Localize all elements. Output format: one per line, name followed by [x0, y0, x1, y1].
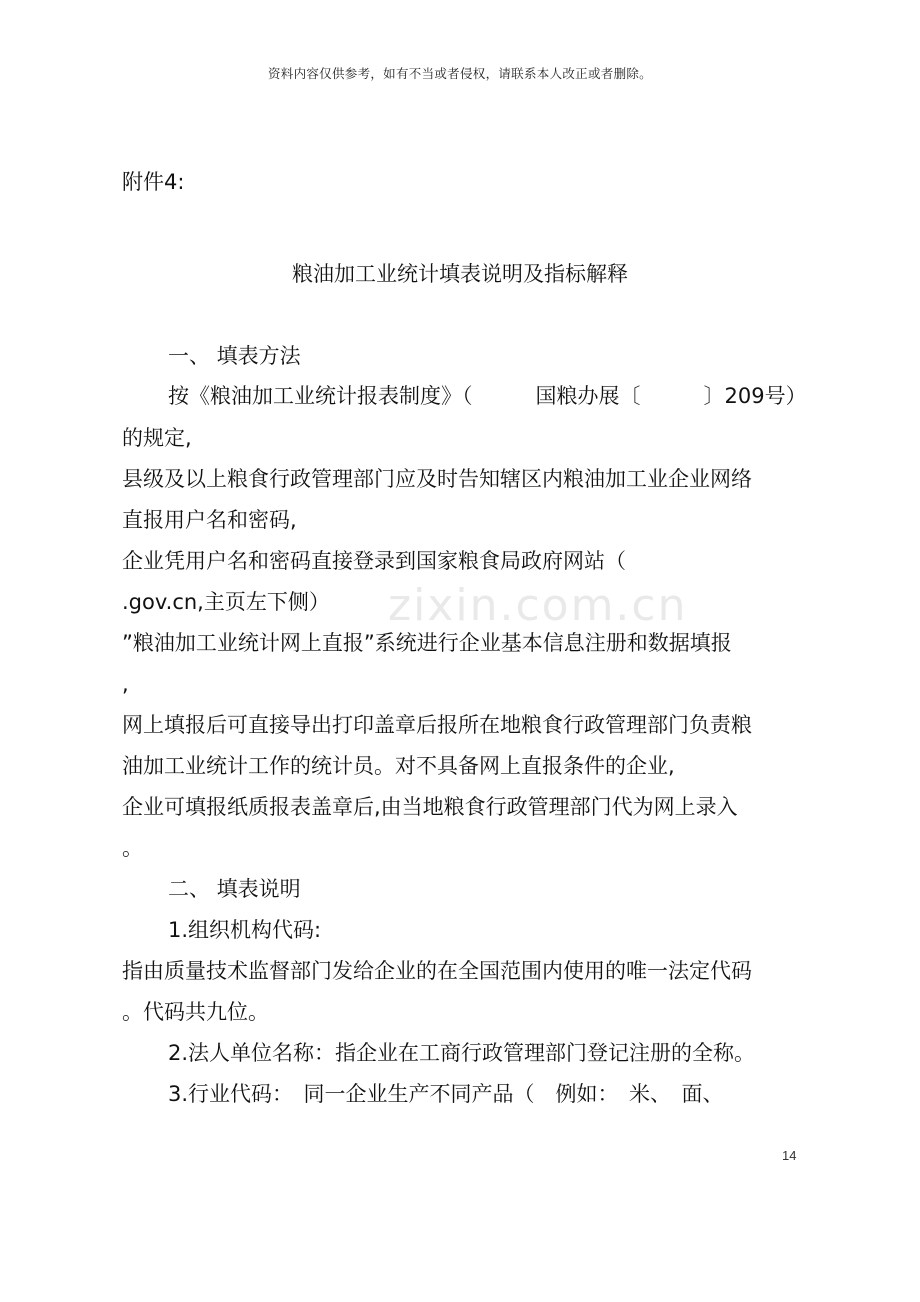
paragraph-line: 的规定,: [122, 426, 192, 450]
paragraph-line: 网上填报后可直接导出打印盖章后报所在地粮食行政管理部门负责粮: [122, 713, 752, 737]
paragraph-line: 县级及以上粮食行政管理部门应及时告知辖区内粮油加工业企业网络: [122, 467, 752, 491]
item-line: 2.法人单位名称：指企业在工商行政管理部门登记注册的全称。: [168, 1041, 756, 1065]
paragraph-line: ”粮油加工业统计网上直报”系统进行企业基本信息注册和数据填报: [122, 631, 732, 655]
document-title: 粮油加工业统计填表说明及指标解释: [292, 262, 628, 286]
item-line: 指由质量技术监督部门发给企业的在全国范围内使用的唯一法定代码: [122, 959, 752, 983]
paragraph-line: .gov.cn,主页左下侧）: [122, 590, 330, 614]
paragraph-line: ,: [122, 672, 129, 696]
paragraph-line: 企业可填报纸质报表盖章后,由当地粮食行政管理部门代为网上录入: [122, 795, 738, 819]
item-line: 3.行业代码： 同一企业生产不同产品（ 例如： 米、 面、: [168, 1082, 724, 1106]
paragraph-line: 直报用户名和密码,: [122, 508, 297, 532]
section-heading-fill-method: 一、 填表方法: [168, 344, 301, 368]
paragraph-line: 按《粮油加工业统计报表制度》（ 国粮办展〔 〕209号）: [168, 384, 807, 408]
disclaimer-header: 资料内容仅供参考，如有不当或者侵权，请联系本人改正或者删除。: [267, 66, 652, 81]
item-line: 。代码共九位。: [122, 1000, 269, 1024]
paragraph-line: 企业凭用户名和密码直接登录到国家粮食局政府网站（: [122, 549, 626, 573]
attachment-label: 附件4:: [122, 170, 185, 194]
page-number: 14: [782, 1148, 797, 1163]
watermark: zixin.com.cn: [388, 580, 688, 631]
section-heading-fill-notes: 二、 填表说明: [168, 877, 301, 901]
paragraph-line: 油加工业统计工作的统计员。对不具备网上直报条件的企业,: [122, 754, 675, 778]
item-line: 1.组织机构代码:: [168, 918, 322, 942]
paragraph-line: 。: [122, 836, 143, 860]
